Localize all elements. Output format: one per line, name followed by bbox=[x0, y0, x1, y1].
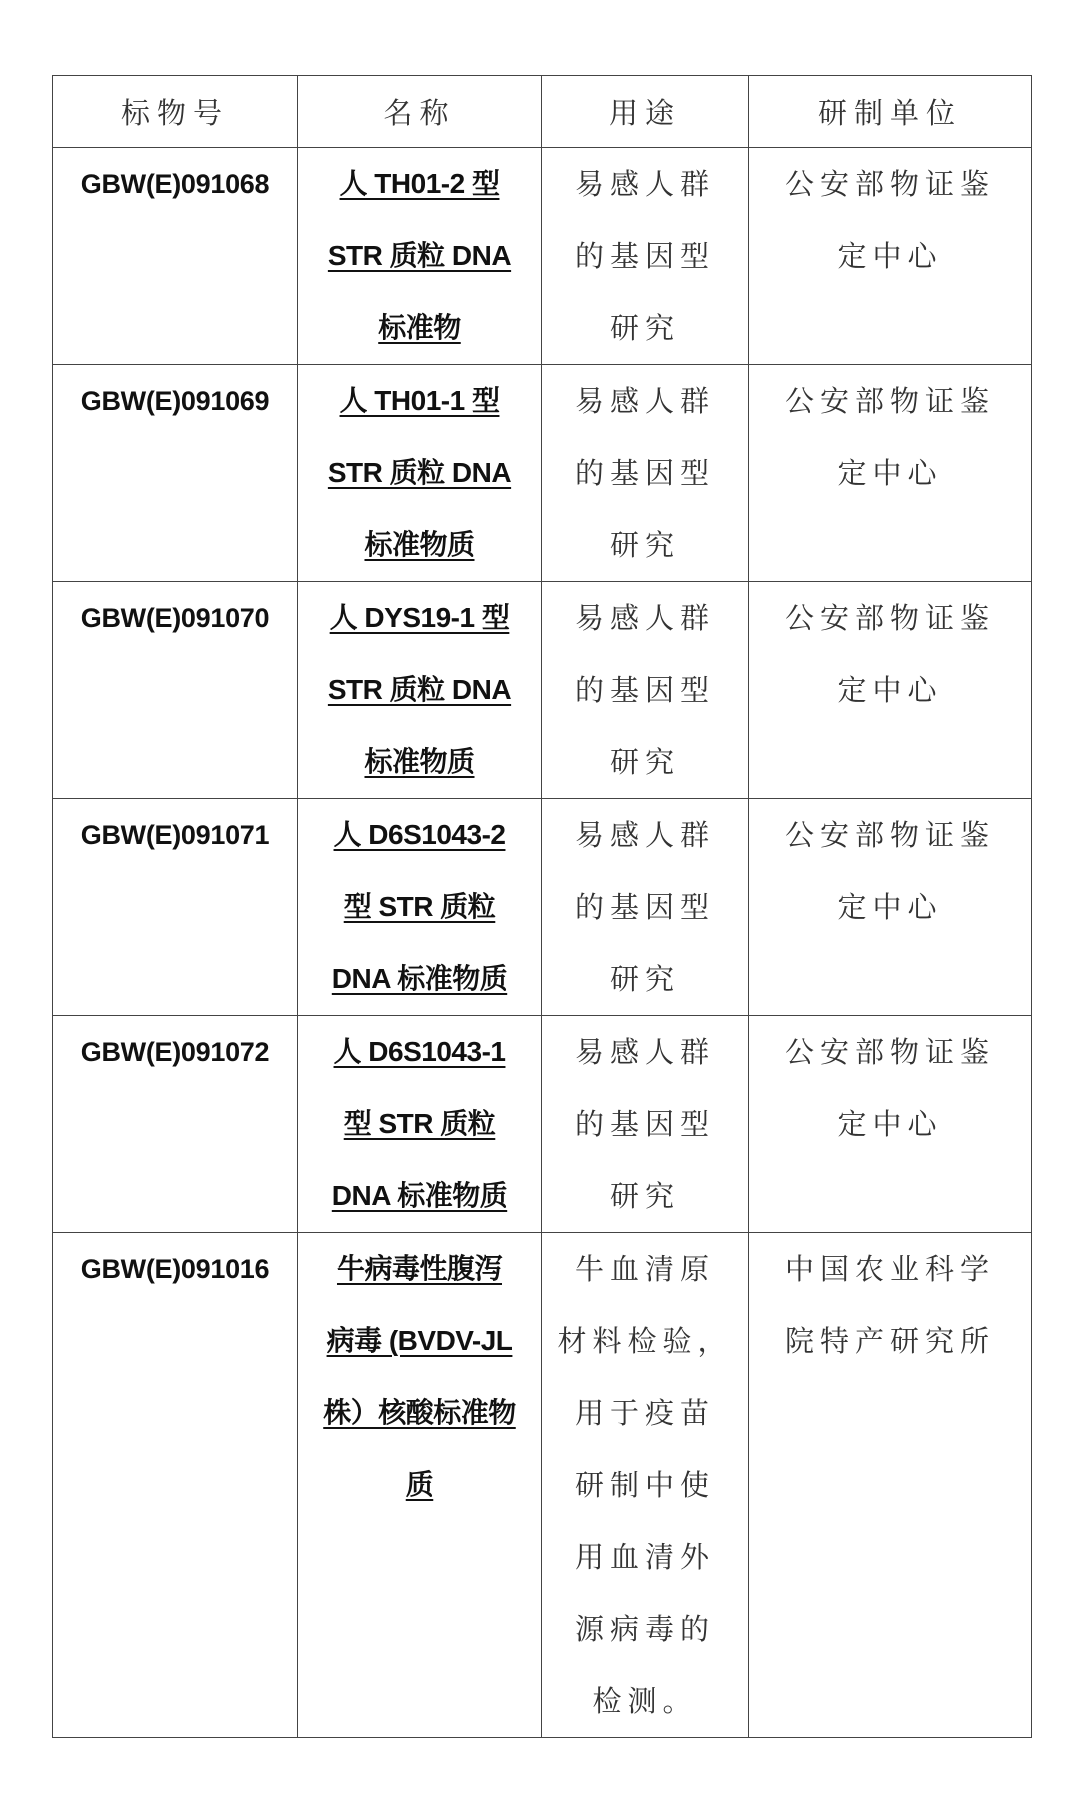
name-line[interactable]: 人 DYS19-1 型 bbox=[329, 602, 510, 633]
cell-code: GBW(E)091069 bbox=[53, 365, 298, 582]
org-line: 公安部物证鉴 bbox=[784, 384, 995, 418]
name-line[interactable]: 标准物 bbox=[378, 312, 461, 343]
use-line: 的基因型 bbox=[574, 239, 715, 273]
header-name: 名称 bbox=[298, 76, 542, 148]
use-line: 研究 bbox=[609, 528, 680, 562]
cell-use bbox=[542, 799, 749, 1016]
name-line[interactable]: 人 D6S1043-2 bbox=[333, 819, 506, 850]
use-line: 易感人群 bbox=[574, 601, 715, 635]
name-line[interactable]: 标准物质 bbox=[364, 529, 475, 560]
org-line: 公安部物证鉴 bbox=[784, 1035, 995, 1069]
org-line: 定中心 bbox=[837, 673, 943, 707]
name-line[interactable]: STR 质粒 DNA bbox=[327, 674, 512, 705]
org-line: 公安部物证鉴 bbox=[784, 818, 995, 852]
name-line[interactable]: 型 STR 质粒 bbox=[343, 1108, 496, 1139]
cell-code: GBW(E)091068 bbox=[53, 148, 298, 365]
use-line: 研究 bbox=[609, 311, 680, 345]
name-line[interactable]: 牛病毒性腹泻 bbox=[336, 1253, 502, 1284]
use-line: 用血清外 bbox=[574, 1540, 715, 1574]
use-line: 研究 bbox=[609, 962, 680, 996]
name-line[interactable]: DNA 标准物质 bbox=[331, 963, 508, 994]
header-row bbox=[53, 76, 1032, 148]
use-line: 的基因型 bbox=[574, 890, 715, 924]
cell-code: GBW(E)091070 bbox=[53, 582, 298, 799]
org-line: 院特产研究所 bbox=[784, 1324, 995, 1358]
use-line: 易感人群 bbox=[574, 818, 715, 852]
name-line[interactable]: 人 TH01-2 型 bbox=[339, 168, 500, 199]
use-line: 易感人群 bbox=[574, 167, 715, 201]
org-line: 定中心 bbox=[837, 239, 943, 273]
org-line: 定中心 bbox=[837, 456, 943, 490]
name-line[interactable]: 型 STR 质粒 bbox=[343, 891, 496, 922]
use-line: 牛血清原 bbox=[574, 1252, 715, 1286]
name-line[interactable]: 株）核酸标准物 bbox=[323, 1397, 516, 1428]
table-row bbox=[53, 582, 1032, 799]
cell-name[interactable] bbox=[298, 1016, 542, 1233]
cell-org bbox=[749, 365, 1032, 582]
cell-name[interactable] bbox=[298, 799, 542, 1016]
cell-org bbox=[749, 799, 1032, 1016]
reference-materials-table bbox=[52, 75, 1032, 1738]
use-line: 易感人群 bbox=[574, 384, 715, 418]
use-line: 材料检验， bbox=[557, 1324, 733, 1358]
org-line: 公安部物证鉴 bbox=[784, 601, 995, 635]
cell-code: GBW(E)091072 bbox=[53, 1016, 298, 1233]
cell-use bbox=[542, 1233, 749, 1738]
use-line: 源病毒的 bbox=[574, 1612, 715, 1646]
header-org: 研制单位 bbox=[749, 76, 1032, 148]
cell-name[interactable] bbox=[298, 365, 542, 582]
cell-use bbox=[542, 1016, 749, 1233]
name-line[interactable]: 人 D6S1043-1 bbox=[333, 1036, 506, 1067]
cell-org bbox=[749, 582, 1032, 799]
cell-name[interactable] bbox=[298, 148, 542, 365]
use-line: 研制中使 bbox=[574, 1468, 715, 1502]
name-line[interactable]: 人 TH01-1 型 bbox=[339, 385, 500, 416]
name-line[interactable]: DNA 标准物质 bbox=[331, 1180, 508, 1211]
name-line[interactable]: STR 质粒 DNA bbox=[327, 457, 512, 488]
name-line[interactable]: 病毒 (BVDV-JL bbox=[326, 1325, 513, 1356]
table-row bbox=[53, 365, 1032, 582]
cell-name[interactable] bbox=[298, 1233, 542, 1738]
use-line: 的基因型 bbox=[574, 1107, 715, 1141]
cell-use bbox=[542, 148, 749, 365]
use-line: 易感人群 bbox=[574, 1035, 715, 1069]
org-line: 定中心 bbox=[837, 1107, 943, 1141]
name-line[interactable]: 质 bbox=[405, 1469, 434, 1500]
cell-use bbox=[542, 582, 749, 799]
cell-org bbox=[749, 148, 1032, 365]
table-row bbox=[53, 1233, 1032, 1738]
table-body bbox=[53, 148, 1032, 1738]
table-row bbox=[53, 148, 1032, 365]
header-code: 标物号 bbox=[53, 76, 298, 148]
org-line: 公安部物证鉴 bbox=[784, 167, 995, 201]
table-row bbox=[53, 1016, 1032, 1233]
use-line: 研究 bbox=[609, 1179, 680, 1213]
cell-org bbox=[749, 1016, 1032, 1233]
use-line: 的基因型 bbox=[574, 673, 715, 707]
name-line[interactable]: 标准物质 bbox=[364, 746, 475, 777]
cell-use bbox=[542, 365, 749, 582]
use-line: 研究 bbox=[609, 745, 680, 779]
use-line: 检测。 bbox=[592, 1684, 698, 1718]
cell-org bbox=[749, 1233, 1032, 1738]
use-line: 的基因型 bbox=[574, 456, 715, 490]
org-line: 中国农业科学 bbox=[784, 1252, 995, 1286]
use-line: 用于疫苗 bbox=[574, 1396, 715, 1430]
table-row bbox=[53, 799, 1032, 1016]
org-line: 定中心 bbox=[837, 890, 943, 924]
name-line[interactable]: STR 质粒 DNA bbox=[327, 240, 512, 271]
header-use: 用途 bbox=[542, 76, 749, 148]
cell-code: GBW(E)091016 bbox=[53, 1233, 298, 1738]
cell-name[interactable] bbox=[298, 582, 542, 799]
cell-code: GBW(E)091071 bbox=[53, 799, 298, 1016]
